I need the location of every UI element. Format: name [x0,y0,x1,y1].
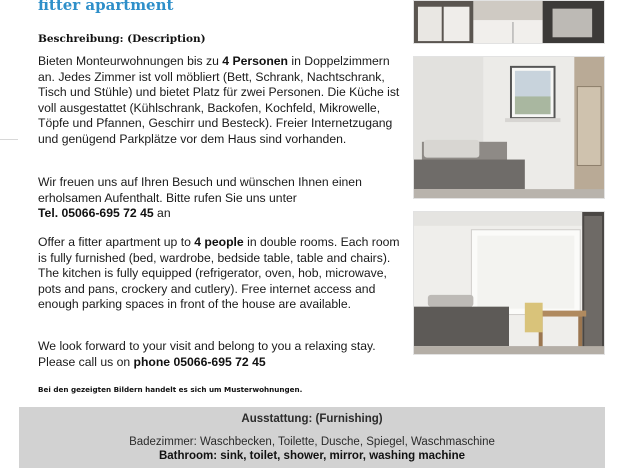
bedroom-window-photo[interactable] [413,56,605,199]
bathroom-de: Badezimmer: Waschbecken, Toilette, Dusche, Spiegel, Waschmaschine [129,436,495,448]
de2-text-a: Wir freuen uns auf Ihren Besuch und wünschen Ihnen einen erholsamen Aufenthalt. Bitte rufen Sie uns unter [38,175,362,205]
description-en-paragraph [38,235,406,313]
en1-bold: 4 people [194,235,244,249]
sample-apartment-note: Bei den gezeigten Bildern handelt es sich um Musterwohnungen. [38,385,303,394]
en1-text-b: in double rooms. Each room is fully furnished (bed, wardrobe, bedside table, table and chairs). The kitchen is fully equipped (refrigerator, oven, hob, microwave, pots and pans, crockery and cutlery). Free internet access and enough parking spaces in front of the house are available. [38,235,400,311]
description-heading: Beschreibung: (Description) [38,33,206,45]
de2-text-b: an [153,206,171,220]
bedroom-table-photo[interactable] [413,211,605,355]
bathroom-en: Bathroom: sink, toilet, shower, mirror, washing machine [158,450,466,462]
divider [0,139,18,140]
de1-text-a: Bieten Monteurwohnungen bis zu [38,54,223,68]
page-title: fitter apartment [38,0,174,14]
de1-text-b: in Doppelzimmern an. Jedes Zimmer ist voll möbliert (Bett, Schrank, Nachtschrank, Tisch und Stühle) und bietet Platz für zwei Personen. Die Küche ist voll ausgestattet (Kühlschrank, Backofen, Kochfeld, Mikrowelle, Töpfe und Pfannen, Geschirr und Besteck). Freier Internetzugang und genügend Parkplätze vor dem Haus sind vorhanden. [38,54,400,146]
furnishing-panel [19,407,605,468]
phone-de: Tel. 05066-695 72 45 [38,206,154,220]
de1-bold: 4 Personen [222,54,289,68]
kitchen-photo[interactable] [413,0,605,44]
contact-en-paragraph [38,339,406,370]
furnishing-heading: Ausstattung: (Furnishing) [241,413,383,425]
en1-text-a: Offer a fitter apartment up to [38,235,195,249]
contact-de-paragraph [38,175,406,222]
en2-text-a: We look forward to your visit and belong to you a relaxing stay. Please call us on [38,339,376,369]
description-de-paragraph [38,54,406,147]
phone-en: phone 05066-695 72 45 [133,354,266,369]
